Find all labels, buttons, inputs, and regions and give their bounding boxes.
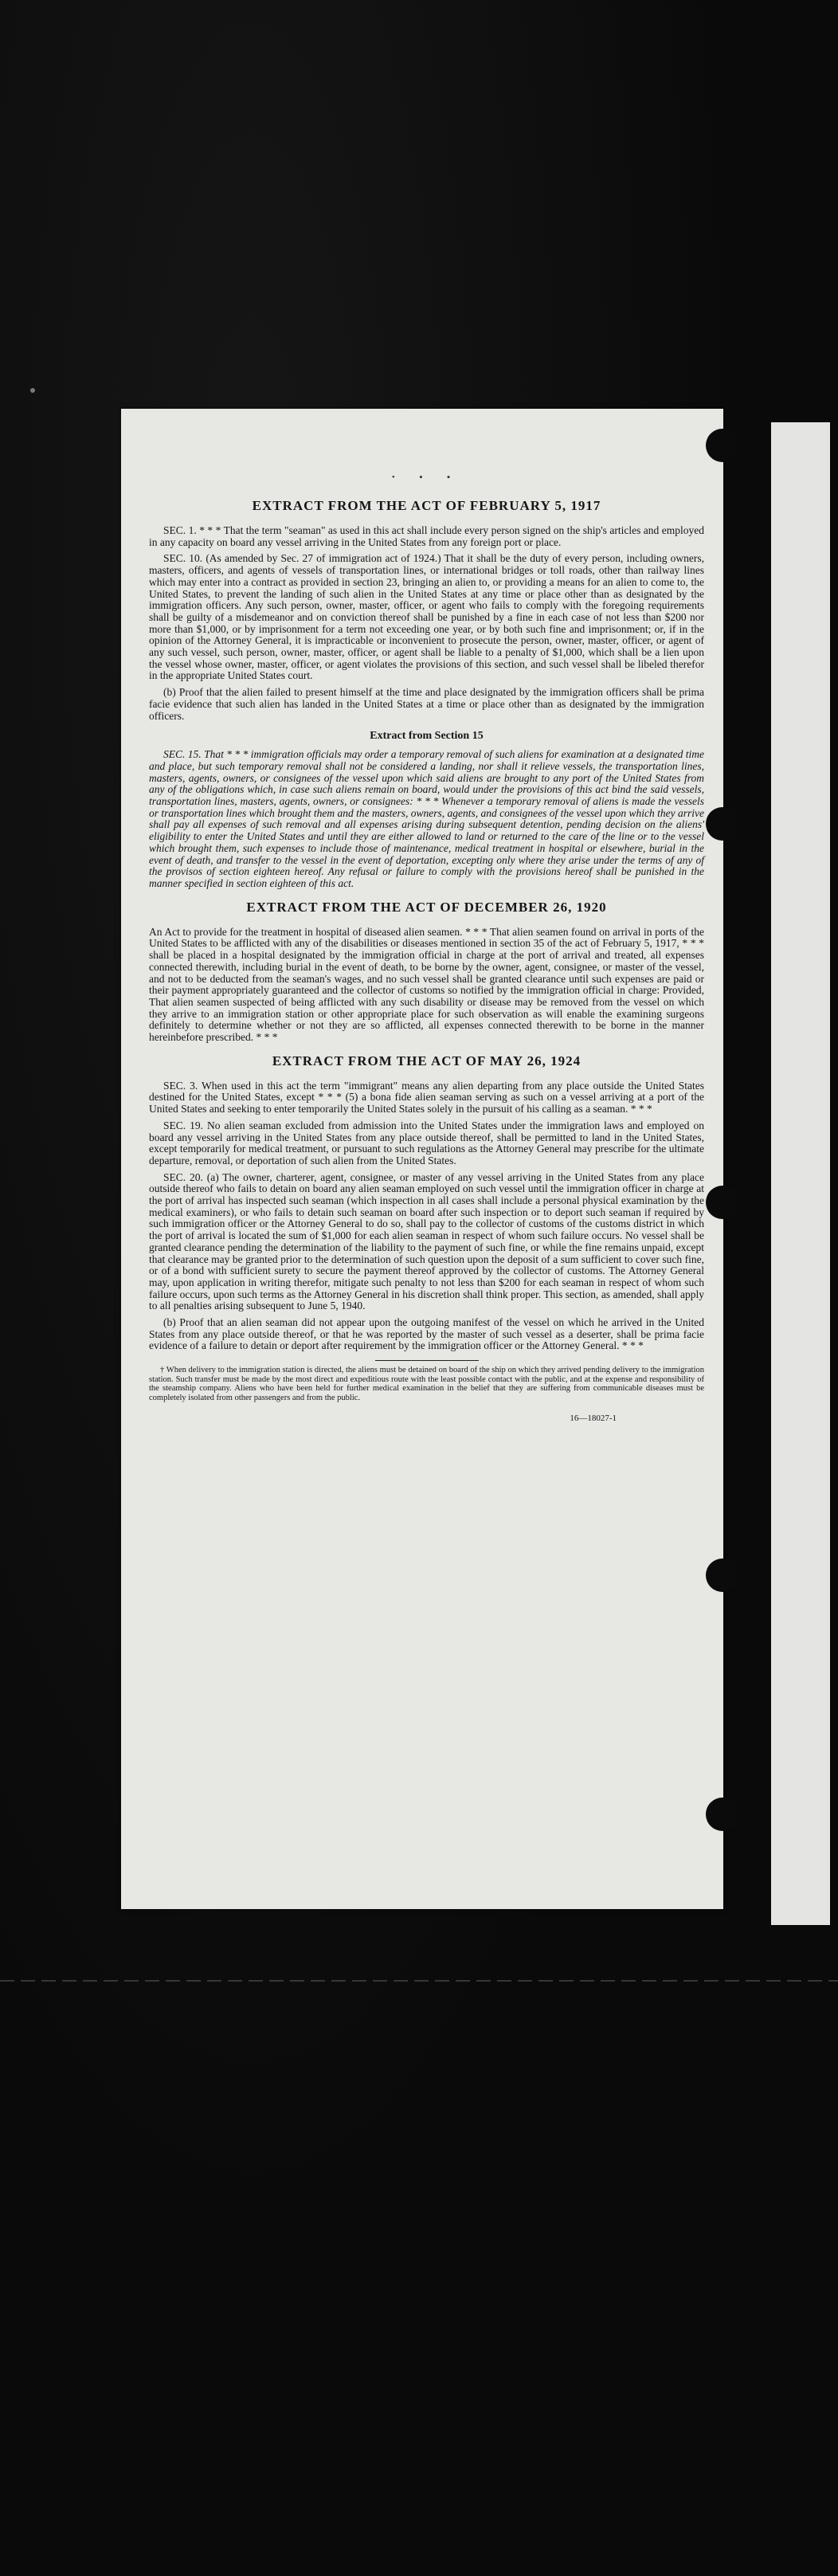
film-speck	[30, 388, 35, 393]
paragraph: SEC. 10. (As amended by Sec. 27 of immigration act of 1924.) That it shall be the duty of every person, including owners, masters, officers, and agents of vessels of transportation lines, or international bridges or toll roads, other than railway lines which may enter into a contract as provided in section 23, bringing an alien to, or providing a means for an alien to come to, the United States, to prevent the landing of such alien in the United States at any time or place other than as designated by the immigration officers. Any such person, owner, master, officer, or agent who fails to comply with the foregoing requirements shall be guilty of a misdemeanor and on conviction thereof shall be punished by a fine in each case of not less than $200 nor more than $1,000, or by imprisonment for a term not exceeding one year, or by both such fine and imprisonment; or, if in the opinion of the Attorney General, it is impracticable or inconvenient to prosecute the person, owner, master, officer, or agent of any such vessel, such person, owner, master, officer, or agent shall be liable to a penalty of $1,000, which shall be a lien upon the vessel whose owner, master, officer, or agent violates the provisions of this section, and such vessel shall be libeled therefor in the appropriate United States court.	[149, 552, 704, 682]
document-code: 16—18027-1	[570, 1413, 617, 1424]
adjacent-page-edge	[771, 422, 830, 1925]
paragraph: (b) Proof that the alien failed to present himself at the time and place designated by the immigration officers shall be prima facie evidence that such alien has landed in the United States at a time or place other than as designated by the immigration officers.	[149, 686, 704, 722]
punch-hole	[706, 1798, 739, 1831]
section-title: EXTRACT FROM THE ACT OF MAY 26, 1924	[272, 1053, 582, 1068]
punch-hole	[706, 429, 739, 462]
paragraph: SEC. 19. No alien seaman excluded from admission into the United States under the immigration laws and employed on board any vessel arriving in the United States from any place outside thereof, shall be permitted to land in the United States, except temporarily for medical treatment, or pursuant to such regulations as the Attorney General may prescribe for the ultimate departure, removal, or deportation of such alien from the United States.	[149, 1119, 704, 1166]
paragraph: SEC. 20. (a) The owner, charterer, agent, consignee, or master of any vessel arriving in the United States from any place outside thereof who fails to detain on board any alien seaman employed on such vessel until the immigration officer in charge at the port of arrival has inspected such seaman (which inspection in all cases shall include a personal physical examination by the medical examiners), or who fails to detain such seaman on board after such inspection or to deport such seaman if required by such immigration officer or the Attorney General to do so, shall pay to the collector of customs of the customs district in which the port of arrival is located the sum of $1,000 for each alien seaman in respect of whom such failure occurs. No vessel shall be granted clearance pending the determination of the liability to the payment of such fine, or while the fine remains unpaid, except that clearance may be granted prior to the determination of such question upon the deposit of a sum sufficient to cover such fine, or of a bond with sufficient surety to secure the payment thereof approved by the collector of customs. The Attorney General may, upon application in writing therefor, mitigate such penalty to not less than $200 for each seaman in respect of whom such failure occurs, upon such terms as the Attorney General in his discretion shall think proper. This section, as amended, shall apply to all penalties arising subsequent to June 5, 1940.	[149, 1170, 704, 1312]
punch-hole	[706, 1559, 739, 1592]
footnote-rule	[375, 1360, 479, 1361]
paragraph: SEC. 1. * * * That the term "seaman" as used in this act shall include every person signed on the ship's articles and employed in any capacity on board any vessel arriving in the United States from any foreign port or place.	[149, 524, 704, 548]
punch-hole	[706, 807, 739, 841]
section-title: EXTRACT FROM THE ACT OF FEBRUARY 5, 1917	[252, 498, 601, 513]
punch-hole	[706, 1186, 739, 1219]
film-dashed-line	[0, 1980, 838, 1982]
document-content	[149, 472, 704, 1423]
top-marks: • ▪ ▪	[391, 472, 462, 482]
subsection-title: Extract from Section 15	[370, 730, 484, 743]
paragraph: An Act to provide for the treatment in hospital of diseased alien seamen. * * * That alien seamen found on arrival in ports of the United States to be afflicted with any of the disabilities or diseases mentioned in section 35 of the act of February 5, 1917, * * * shall be placed in a hospital designated by the immigration official in charge at the port of arrival and treated, all expenses connected therewith, including burial in the event of death, to be borne by the owner, agent, consignee, or master of the vessel, and not to be deducted from the seaman's wages, and no such vessel shall be granted clearance until such expenses are paid or their payment appropriately guaranteed and the collector of customs so notified by the immigration official in charge: Provided, That alien seamen suspected of being afflicted with any such disability or disease may be removed from the vessel on which they arrive to an immigration station or other appropriate place for such observation as will enable the examining surgeons definitely to determine whether or not they are so afflicted, all expenses connected therewith to be borne in the manner hereinbefore prescribed. * * *	[149, 925, 704, 1044]
paragraph: SEC. 15. That * * * immigration officials may order a temporary removal of such aliens for examination at a designated time and place, but such temporary removal shall not be considered a landing, nor shall it relieve vessels, the transportation lines, masters, agents, owners, or consignees of the vessel upon which said aliens are brought to any port of the United States from any of the obligations which, in case such aliens remain on board, would under the provisions of this act bind the said vessels, transportation lines, masters, agents, owners, or consignees: * * * Whenever a temporary removal of aliens is made the vessels or transportation lines which brought them and the masters, owners, agents, and consignees of the vessel upon which they arrive shall pay all expenses of such removal and all expenses arising during subsequent detention, pending decision on the aliens' eligibility to enter the United States and until they are either allowed to land or returned to the care of the line or to the vessel which brought them, such expenses to include those of maintenance, medical treatment in hospital or elsewhere, burial in the event of death, and transfer to the vessel in the event of deportation, excepting only where they arise under the terms of any of the provisos of section eighteen hereof. Any refusal or failure to comply with the provisions hereof shall be punished in the manner specified in section eighteen of this act.	[149, 748, 704, 889]
paragraph: (b) Proof that an alien seaman did not appear upon the outgoing manifest of the vessel on which he arrived in the United States from any place outside thereof, or that he was reported by the master of such vessel as a deserter, shall be prima facie evidence of a failure to detain or deport after requirement by the immigration officer or the Attorney General. * * *	[149, 1316, 704, 1352]
footnote: † When delivery to the immigration station is directed, the aliens must be detained on board of the ship on which they arrived pending delivery to the immigration station. Such transfer must be made by the most direct and expeditious route with the least possible contact with the public, and at the expense and responsibility of the steamship company. Aliens who have been held for further medical examination in the belief that they are suffering from communicable diseases must be completely isolated from other passengers and from the public.	[149, 1366, 704, 1402]
paragraph: SEC. 3. When used in this act the term "immigrant" means any alien departing from any place outside the United States destined for the United States, except * * * (5) a bona fide alien seaman serving as such on a vessel arriving at a port of the United States and seeking to enter temporarily the United States solely in the pursuit of his calling as a seaman. * * *	[149, 1079, 704, 1115]
document-page	[121, 409, 723, 1909]
section-title: EXTRACT FROM THE ACT OF DECEMBER 26, 1920	[246, 899, 607, 915]
